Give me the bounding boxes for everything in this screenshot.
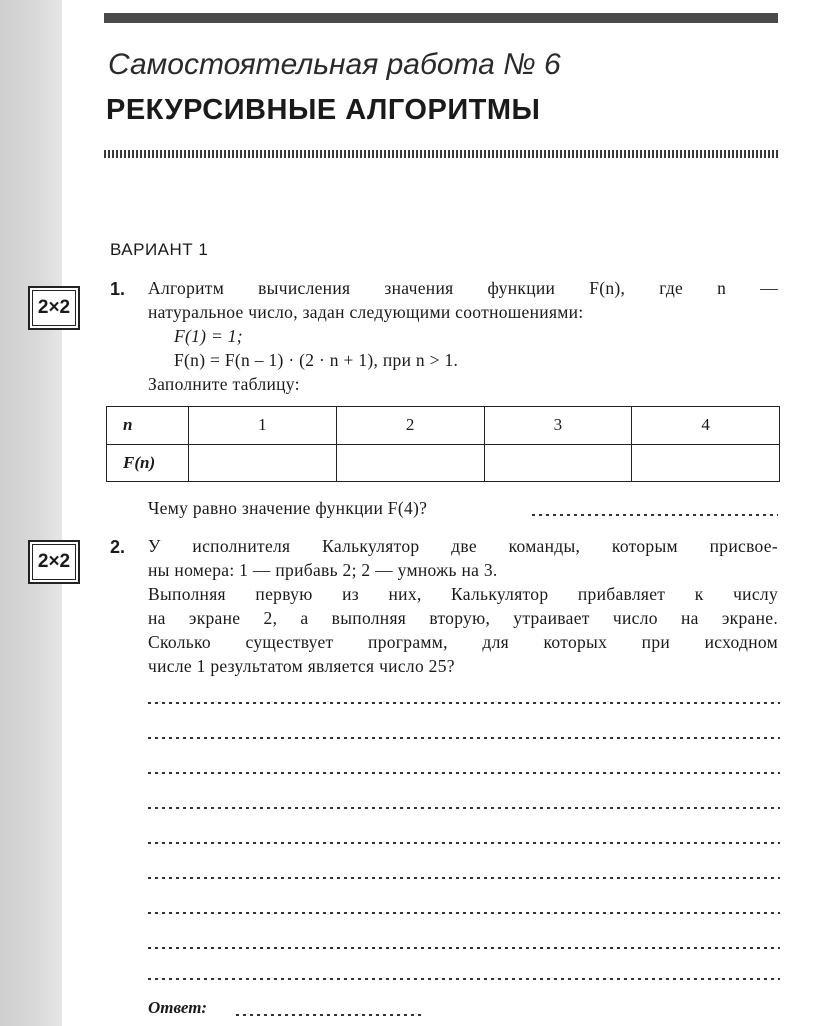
table-cell: 2 xyxy=(336,407,484,445)
formula-base: F(1) = 1; xyxy=(174,326,243,346)
task-text-line: Заполните таблицу: xyxy=(148,374,300,394)
task-text-line: Выполняя первую из них, Калькулятор прибавляет к числу xyxy=(148,584,778,604)
answer-line[interactable] xyxy=(148,978,780,980)
top-divider xyxy=(104,13,778,23)
answer-cell[interactable] xyxy=(189,444,337,482)
answer-line[interactable] xyxy=(236,1014,422,1016)
task-text-line: ны номера: 1 — прибавь 2; 2 — умножь на 3. xyxy=(148,560,498,580)
table-cell: 3 xyxy=(484,407,632,445)
page-title: РЕКУРСИВНЫЕ АЛГОРИТМЫ xyxy=(106,94,541,126)
task-text-line: натуральное число, задан следующими соотношениями: xyxy=(148,302,584,322)
task-text-line: на экране 2, а выполняя вторую, утраивает число на экране. xyxy=(148,608,778,628)
difficulty-badge: 2×2 xyxy=(28,540,80,584)
task-text-line: Сколько существует программ, для которых при исходном xyxy=(148,632,778,652)
answer-cell[interactable] xyxy=(632,444,780,482)
table-cell: n xyxy=(107,407,189,445)
page-subtitle: Самостоятельная работа № 6 xyxy=(108,48,561,81)
answer-cell[interactable] xyxy=(336,444,484,482)
table-row xyxy=(107,407,780,445)
answer-line[interactable] xyxy=(148,807,780,809)
task-number: 2. xyxy=(110,537,126,557)
answer-line[interactable] xyxy=(148,842,780,844)
variant-label: ВАРИАНТ 1 xyxy=(110,240,209,259)
answer-line[interactable] xyxy=(532,514,778,516)
difficulty-badge: 2×2 xyxy=(28,286,80,330)
answer-line[interactable] xyxy=(148,947,780,949)
table-cell: 1 xyxy=(189,407,337,445)
answer-line[interactable] xyxy=(148,912,780,914)
values-table xyxy=(106,406,780,482)
formula-recursive: F(n) = F(n – 1) · (2 · n + 1), при n > 1. xyxy=(174,350,459,370)
answer-line[interactable] xyxy=(148,772,780,774)
task-text-line: Алгоритм вычисления значения функции F(n), где n — xyxy=(148,278,778,298)
answer-line[interactable] xyxy=(148,877,780,879)
task-question: Чему равно значение функции F(4)? xyxy=(148,498,428,518)
answer-line[interactable] xyxy=(148,737,780,739)
table-row xyxy=(107,444,780,482)
page-margin-strip xyxy=(0,0,62,1026)
table-cell: 4 xyxy=(632,407,780,445)
answer-cell[interactable] xyxy=(484,444,632,482)
answer-line[interactable] xyxy=(148,702,780,704)
title-divider xyxy=(104,150,780,158)
task-text-line: У исполнителя Калькулятор две команды, которым присвое- xyxy=(148,536,778,556)
table-cell: F(n) xyxy=(107,444,189,482)
task-text-line: числе 1 результатом является число 25? xyxy=(148,656,455,676)
answer-label: Ответ: xyxy=(148,998,208,1017)
task-number: 1. xyxy=(110,279,126,299)
